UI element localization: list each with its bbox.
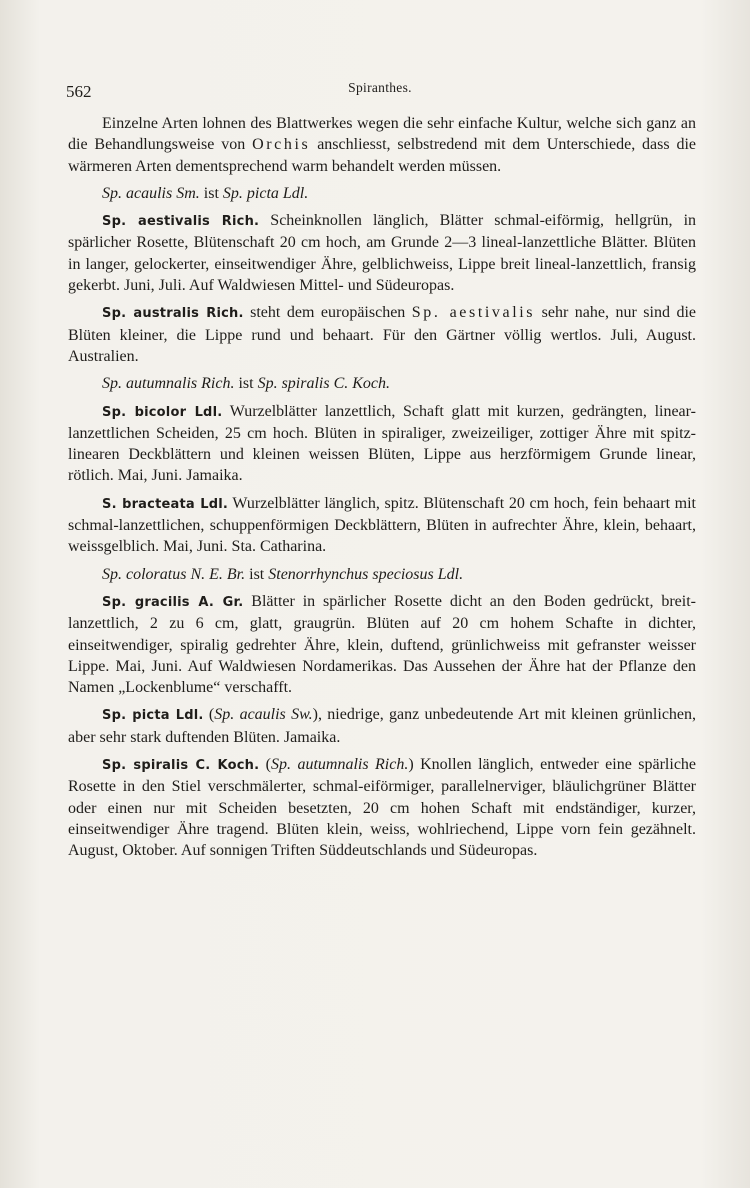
page-body xyxy=(68,113,696,868)
entry-picta xyxy=(68,704,696,748)
species-name: Sp. aestivalis Rich. xyxy=(102,214,260,230)
species-name: Sp. picta Ldl. xyxy=(102,708,204,724)
species-name: Sp. bicolor Ldl. xyxy=(102,404,223,420)
genus-orchis: Orchis xyxy=(252,136,311,154)
entry-acaulis xyxy=(68,183,696,204)
synonym-target: Sp. spiralis C. Koch. xyxy=(257,375,391,393)
page-header xyxy=(66,78,694,104)
entry-australis xyxy=(68,302,696,367)
synonym-target: Stenorrhynchus speciosus Ldl. xyxy=(268,565,464,583)
intro-paragraph xyxy=(68,113,696,177)
entry-gracilis xyxy=(68,591,696,698)
species-name: S. bracteata Ldl. xyxy=(102,496,229,512)
species-name: Sp. australis Rich. xyxy=(102,306,244,322)
species-name: Sp. acaulis Sm. xyxy=(102,184,200,202)
synonym-join: ist xyxy=(245,565,269,583)
species-description: Wurzelblätter länglich, spitz. Blütenschaft 20 cm hoch, fein behaart mit schmal-lanzettlichen, schuppenförmigen Deckblättern, Blüten in aufrechter Ähre, klein, behaart, weissgelblich. Mai, Juni. Sta. Catharina. xyxy=(68,494,696,556)
intro-rest: anschliesst, selbstredend mit dem Unterschiede, dass die wärmeren Arten dementsprechend warm behandelt werden müssen. xyxy=(68,136,696,175)
species-name: Sp. coloratus N. E. Br. xyxy=(102,565,246,583)
entry-aestivalis xyxy=(68,210,696,296)
species-name: Sp. gracilis A. Gr. xyxy=(102,594,244,610)
species-description-b: sehr nahe, nur sind die Blüten kleiner, die Lippe rund und behaart. Für den Gärtner völlig wertlos. Juli, August. Australien. xyxy=(68,304,697,365)
synonym-join: ist xyxy=(234,375,258,393)
paren-open: ( xyxy=(203,706,215,724)
species-synonym: Sp. autumnalis Rich. xyxy=(271,756,409,774)
species-description-a: steht dem europäischen xyxy=(243,304,412,322)
synonym-target: Sp. picta Ldl. xyxy=(222,184,309,202)
species-description: ) Knollen länglich, entweder eine spärliche Rosette in den Stiel verschmälerter, schmal-eiförmiger, parallelnerviger, bläulichgrüner Blätter oder einen nur mit Scheiden besetzten, 20 cm hohen Schaft mit endständiger, kurzer, einseitwendiger Ähre tragend. Blüten klein, weiss, wohlriechend, Lippe vorn fein gezähnelt. August, Oktober. Auf sonnigen Triften Süddeutschlands und Südeuropas. xyxy=(68,756,697,860)
species-description: Wurzelblätter lanzettlich, Schaft glatt mit kurzen, gedrängten, linear-lanzettlichen Scheiden, 25 cm hoch. Blüten in spiraliger, zweizeiliger, zottiger Ähre mit spitz-linearen Deckblättern und kleinen weissen Blüten, Lippe aus herzförmigem Grunde linear, rötlich. Mai, Juni. Jamaika. xyxy=(68,402,696,485)
paren-open: ( xyxy=(259,756,271,774)
species-synonym: Sp. acaulis Sw. xyxy=(214,706,313,724)
synonym-join: ist xyxy=(199,184,223,202)
entry-coloratus xyxy=(68,564,696,585)
species-description: Blätter in spärlicher Rosette dicht an den Boden gedrückt, breit-lanzettlich, 2 zu 6 cm, glatt, graugrün. Blüten auf 20 cm hohem Schafte in dichter, einseitwendiger, spiralig gedrehter Ähre, klein, duftend, grünlichweiss mit gefranster weisser Lippe. Mai, Juni. Auf Waldwiesen Nordamerikas. Das Aussehen der Ähre hat der Pflanze den Namen „Lockenblume“ verschafft. xyxy=(68,592,696,697)
species-description: ), niedrige, ganz unbedeutende Art mit kleinen grünlichen, aber sehr stark duftenden Blüten. Jamaika. xyxy=(68,706,697,746)
species-name: Sp. autumnalis Rich. xyxy=(102,375,235,393)
entry-autumnalis xyxy=(68,373,696,394)
page-number: 562 xyxy=(66,82,92,101)
species-description: Scheinknollen länglich, Blätter schmal-eiförmig, hellgrün, in spärlicher Rosette, Blütenschaft 20 cm hoch, am Grunde 2—3 lineal-lanzettliche Blätter. Blüten in langer, gelockerter, einseitwendiger Ähre, gelblichweiss, Lippe breit lineal-lanzettlich, fransig gekerbt. Juni, Juli. Auf Waldwiesen Mittel- und Südeuropas. xyxy=(68,212,697,295)
species-reference: Sp. aestivalis xyxy=(411,304,536,322)
entry-spiralis xyxy=(68,754,696,861)
running-title: Spiranthes. xyxy=(348,80,412,95)
intro-text: Einzelne Arten lohnen des Blattwerkes wegen die sehr einfache Kultur, welche sich ganz an die Behandlungsweise von xyxy=(68,115,696,154)
entry-bracteata xyxy=(68,493,696,558)
species-name: Sp. spiralis C. Koch. xyxy=(102,758,260,774)
entry-bicolor xyxy=(68,401,696,487)
